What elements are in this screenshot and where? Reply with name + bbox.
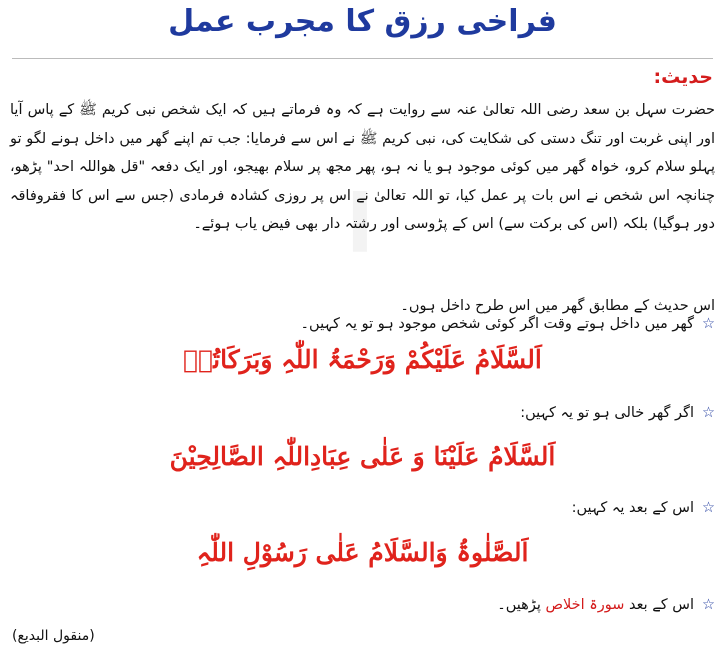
list-item-4: [497, 597, 715, 613]
source-citation: (منقول البدیع): [12, 628, 95, 644]
star-icon: ☆: [702, 500, 715, 516]
list-item-2: [520, 405, 715, 421]
hadith-paragraph: حضرت سہل بن سعد رضی اللہ تعالیٰ عنہ سے روایت ہے کہ وہ فرماتے ہیں کہ ایک شخص نبی کریم ﷺ کے پاس آیا اور اپنی غربت اور تنگ دستی کی شکایت کی، نبی کریم ﷺ نے اس سے فرمایا: جب تم اپنے گھر میں داخل ہونے لگو تو پہلو سلام کرو، خواہ گھر میں کوئی موجود ہو یا نہ ہو، پھر مجھ پر سلام بھیجو، اور ایک دفعہ "قل ھواللہ احد" پڑھو، چنانچہ اس شخص نے اس بات پر عمل کیا، تو اللہ تعالیٰ نے اس پر روزی کشادہ فرمادی (جس سے اس کا فقروفاقہ دور ہوگیا) بلکہ (اس کی برکت سے) اس کے پڑوسی اور رشتہ دار بھی فیض یاب ہوئے۔: [10, 102, 715, 232]
list-item-suffix: پڑھیں۔: [497, 597, 541, 613]
star-icon: ☆: [702, 316, 715, 332]
list-item-prefix: اس کے بعد: [629, 597, 694, 613]
star-icon: ☆: [702, 597, 715, 613]
hadith-heading: حدیث:: [653, 66, 713, 88]
surah-name: سورۃ اخلاص: [545, 597, 625, 613]
list-item-text: اس کے بعد یہ کہیں:: [571, 500, 694, 516]
arabic-greeting-1: اَلسَّلَامُ عَلَیْکُمْ وَرَحْمَۃُ اللّٰہِ وَبَرَکَاتُہٗ: [183, 345, 542, 374]
star-icon: ☆: [702, 405, 715, 421]
intro-line: اس حدیث کے مطابق گھر میں اس طرح داخل ہوں۔: [400, 298, 715, 314]
watermark: ا: [346, 178, 374, 271]
arabic-greeting-2: اَلسَّلَامُ عَلَیْنَا وَ عَلٰی عِبَادِاللّٰہِ الصَّالِحِیْنَ: [169, 442, 556, 471]
list-item-1: [301, 316, 715, 332]
list-item-text: گھر میں داخل ہوتے وقت اگر کوئی شخص موجود ہو تو یہ کہیں۔: [300, 316, 694, 332]
title-divider: [12, 58, 713, 59]
page-title: فراخی رزق کا مجرب عمل: [168, 4, 557, 39]
list-item-3: [572, 500, 715, 516]
list-item-text: اگر گھر خالی ہو تو یہ کہیں:: [520, 405, 694, 421]
arabic-salutation: اَلصَّلٰوۃُ وَالسَّلَامُ عَلٰی رَسُوْلِ اللّٰہِ: [196, 538, 529, 567]
